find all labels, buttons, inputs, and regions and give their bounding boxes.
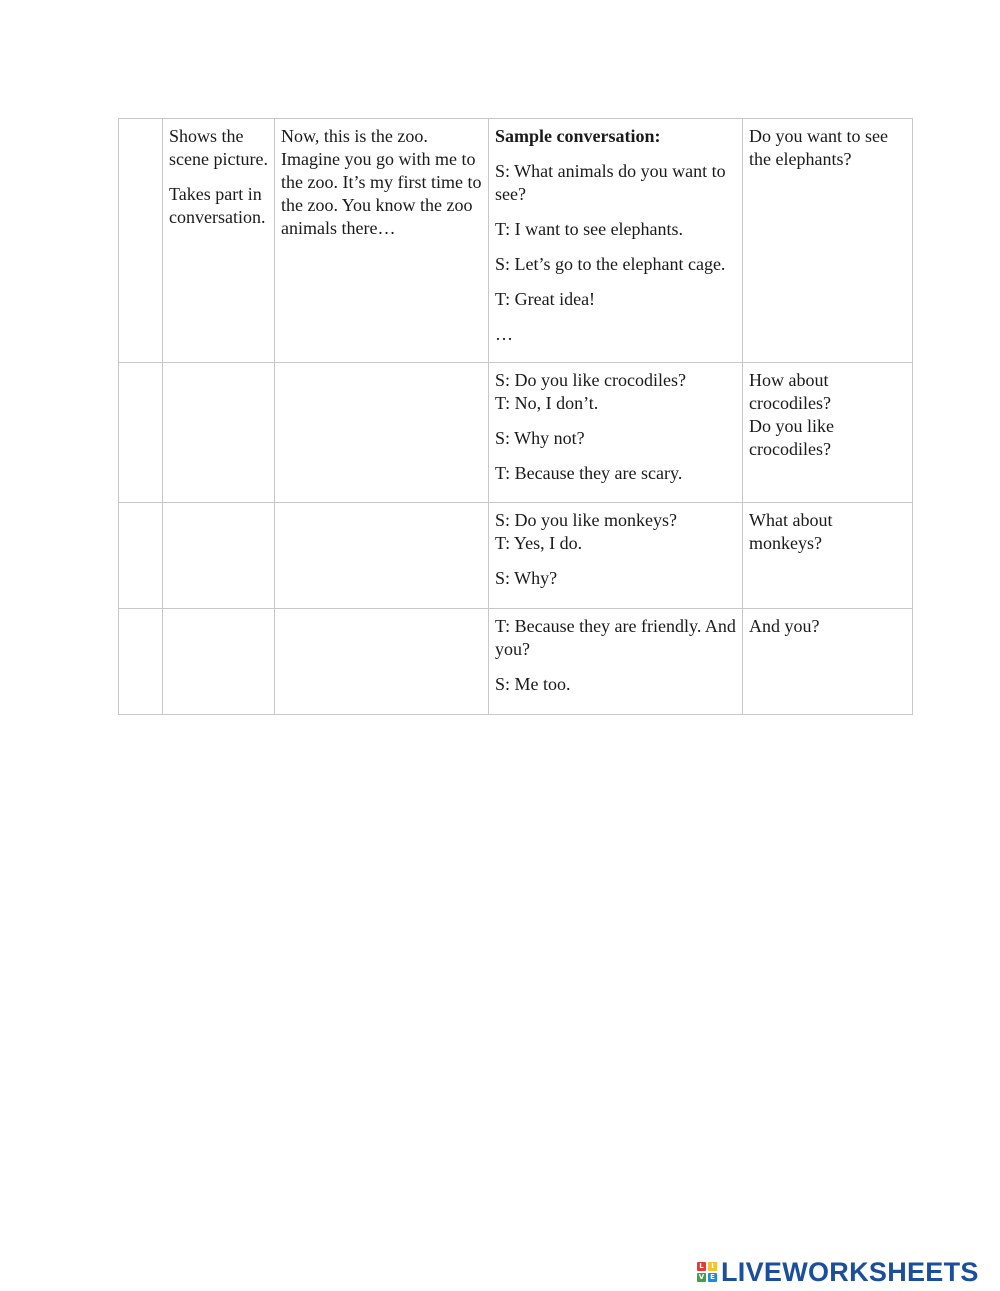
table-cell [119,119,163,363]
table-row [119,503,913,609]
table-cell [163,503,275,609]
liveworksheets-logo [697,1257,979,1287]
table-cell [743,119,913,363]
table-row [119,363,913,503]
lesson-plan-table [118,118,913,715]
cell-text: Do you want to see the elephants? [749,126,888,169]
table-cell [163,119,275,363]
table-cell [743,363,913,503]
dialogue-line: T: Yes, I do. [495,533,583,553]
cell-text: What about monkeys? [749,510,833,553]
cell-text: Shows the scene picture. [169,126,268,169]
table-cell [489,503,743,609]
logo-mark-cell: L [697,1262,706,1271]
dialogue-line: T: I want to see elephants. [495,219,684,239]
table-cell [489,363,743,503]
table-row [119,609,913,715]
dialogue-line: S: Why? [495,568,558,588]
table-cell [743,503,913,609]
table-cell [163,609,275,715]
dialogue-line: T: No, I don’t. [495,393,599,413]
dialogue-line: S: Let’s go to the elephant cage. [495,254,726,274]
table-cell [275,119,489,363]
table-cell [163,363,275,503]
dialogue-line: T: Great idea! [495,289,596,309]
logo-mark-cell: E [708,1273,717,1282]
cell-text: And you? [749,616,820,636]
table-row [119,119,913,363]
conversation-heading: Sample conversation: [495,126,661,146]
table-cell [119,609,163,715]
cell-text: Do you like crocodiles? [749,416,834,459]
table-cell [275,609,489,715]
cell-text: Takes part in conversation. [169,184,266,227]
logo-mark-icon [697,1262,717,1282]
logo-mark-cell: V [698,1273,705,1281]
cell-text: Now, this is the zoo. Imagine you go with me to the zoo. It’s my first time to the zoo. You know the zoo animals there… [281,126,482,238]
dialogue-line: S: What animals do you want to see? [495,161,726,204]
table-cell [119,503,163,609]
dialogue-line: S: Do you like crocodiles? [495,370,686,390]
table-cell [743,609,913,715]
table-cell [489,119,743,363]
table-cell [489,609,743,715]
dialogue-line: S: Why not? [495,428,585,448]
logo-mark-cell: I [708,1262,717,1271]
dialogue-line: S: Me too. [495,674,571,694]
logo-text: LIVEWORKSHEETS [721,1256,979,1287]
dialogue-line: … [495,324,513,344]
table-cell [119,363,163,503]
table-cell [275,503,489,609]
table-cell [275,363,489,503]
dialogue-line: T: Because they are scary. [495,463,683,483]
cell-text: How about crocodiles? [749,370,831,413]
dialogue-line: T: Because they are friendly. And you? [495,616,736,659]
dialogue-line: S: Do you like monkeys? [495,510,677,530]
